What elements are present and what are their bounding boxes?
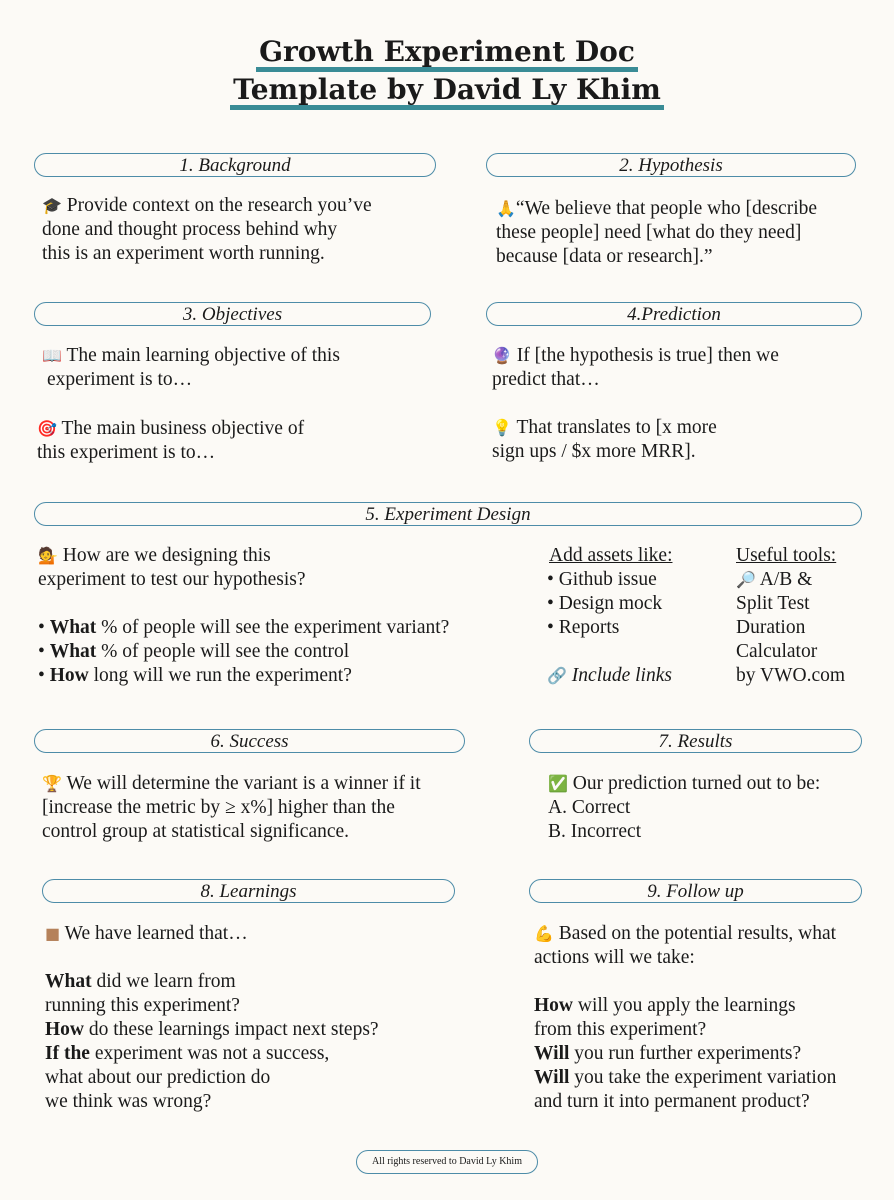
hypothesis-line: because [data or research].”	[496, 246, 713, 267]
objectives-line: this experiment is to…	[37, 442, 216, 463]
hypothesis-line: “We believe that people who [describe	[515, 198, 818, 219]
folded-hands-icon: 🙏	[496, 199, 516, 218]
design-assets	[547, 544, 722, 688]
tools-line: Calculator	[736, 641, 818, 662]
design-line: experiment to test our hypothesis?	[38, 569, 306, 590]
success-text	[42, 772, 512, 844]
brown-square-icon: ■	[45, 924, 61, 943]
hypothesis-line: these people] need [what do they need]	[496, 222, 802, 243]
section-heading-prediction: 4.Prediction	[486, 302, 862, 326]
objectives-line: experiment is to…	[47, 369, 193, 390]
followup-line: from this experiment?	[534, 1019, 707, 1040]
objectives-learning-text	[42, 344, 442, 392]
prediction-line: That translates to [x more	[516, 417, 717, 438]
asset-item: • Github issue	[547, 569, 657, 590]
target-icon: 🎯	[37, 419, 57, 438]
followup-question: Will you run further experiments?	[534, 1043, 802, 1064]
section-heading-results: 7. Results	[529, 729, 862, 753]
results-option: B. Incorrect	[548, 821, 642, 842]
tools-title: Useful tools:	[736, 545, 837, 566]
objectives-business-text	[37, 417, 437, 465]
tools-line: Duration	[736, 617, 806, 638]
design-text	[38, 544, 518, 688]
include-links: 🔗 Include links	[547, 665, 672, 686]
section-heading-follow-up: 9. Follow up	[529, 879, 862, 903]
design-question: • How long will we run the experiment?	[38, 665, 352, 686]
prediction-line: sign ups / $x more MRR].	[492, 441, 696, 462]
success-line: control group at statistical significance.	[42, 821, 350, 842]
background-line: done and thought process behind why	[42, 219, 338, 240]
prediction-line: predict that…	[492, 369, 600, 390]
followup-line: and turn it into permanent product?	[534, 1091, 810, 1112]
crystal-ball-icon: 🔮	[492, 346, 512, 365]
learnings-line: we think was wrong?	[45, 1091, 212, 1112]
background-line: Provide context on the research you’ve	[66, 195, 372, 216]
learnings-text	[45, 922, 475, 1114]
title-line-1: Growth Experiment Doc	[256, 37, 638, 72]
check-mark-icon: ✅	[548, 774, 568, 793]
prediction-if-text	[492, 344, 882, 392]
tools-line: 🔎 A/B &	[736, 569, 813, 590]
open-book-icon: 📖	[42, 346, 62, 365]
learnings-line: running this experiment?	[45, 995, 240, 1016]
followup-line: Based on the potential results, what	[558, 923, 837, 944]
learnings-line: what about our prediction do	[45, 1067, 271, 1088]
followup-question: Will you take the experiment variation	[534, 1067, 837, 1088]
graduation-cap-icon: 🎓	[42, 196, 62, 215]
learnings-question: If the experiment was not a success,	[45, 1043, 330, 1064]
design-question: • What % of people will see the experiment variant?	[38, 617, 450, 638]
followup-text	[534, 922, 892, 1114]
followup-question: How will you apply the learnings	[534, 995, 796, 1016]
tools-line: Split Test	[736, 593, 810, 614]
person-tipping-hand-icon: 💁	[38, 546, 58, 565]
objectives-line: The main business objective of	[61, 418, 305, 439]
page-title	[0, 34, 894, 110]
section-heading-background: 1. Background	[34, 153, 436, 177]
magnifier-icon: 🔎	[736, 570, 756, 589]
assets-title: Add assets like:	[549, 545, 673, 566]
section-heading-learnings: 8. Learnings	[42, 879, 455, 903]
section-heading-success: 6. Success	[34, 729, 465, 753]
tools-line: by VWO.com	[736, 665, 846, 686]
background-text	[42, 194, 442, 266]
hypothesis-text	[496, 197, 886, 269]
prediction-translate-text	[492, 416, 882, 464]
light-bulb-icon: 💡	[492, 418, 512, 437]
results-option: A. Correct	[548, 797, 631, 818]
footer-copyright: All rights reserved to David Ly Khim	[356, 1150, 538, 1174]
section-heading-objectives: 3. Objectives	[34, 302, 431, 326]
section-heading-hypothesis: 2. Hypothesis	[486, 153, 856, 177]
trophy-icon: 🏆	[42, 774, 62, 793]
design-question: • What % of people will see the control	[38, 641, 350, 662]
design-tools	[736, 544, 886, 688]
design-line: How are we designing this	[62, 545, 271, 566]
prediction-line: If [the hypothesis is true] then we	[516, 345, 779, 366]
objectives-line: The main learning objective of this	[66, 345, 340, 366]
followup-line: actions will we take:	[534, 947, 695, 968]
title-line-2: Template by David Ly Khim	[230, 75, 664, 110]
link-icon: 🔗	[547, 666, 567, 685]
flexed-biceps-icon: 💪	[534, 924, 554, 943]
results-text	[548, 772, 878, 844]
success-line: We will determine the variant is a winner if it	[66, 773, 421, 794]
background-line: this is an experiment worth running.	[42, 243, 325, 264]
learnings-question: What did we learn from	[45, 971, 236, 992]
section-heading-experiment-design: 5. Experiment Design	[34, 502, 862, 526]
learnings-intro: We have learned that…	[64, 923, 248, 944]
results-line: Our prediction turned out to be:	[572, 773, 821, 794]
success-line: [increase the metric by ≥ x%] higher than the	[42, 797, 395, 818]
asset-item: • Reports	[547, 617, 620, 638]
learnings-question: How do these learnings impact next steps?	[45, 1019, 379, 1040]
asset-item: • Design mock	[547, 593, 663, 614]
